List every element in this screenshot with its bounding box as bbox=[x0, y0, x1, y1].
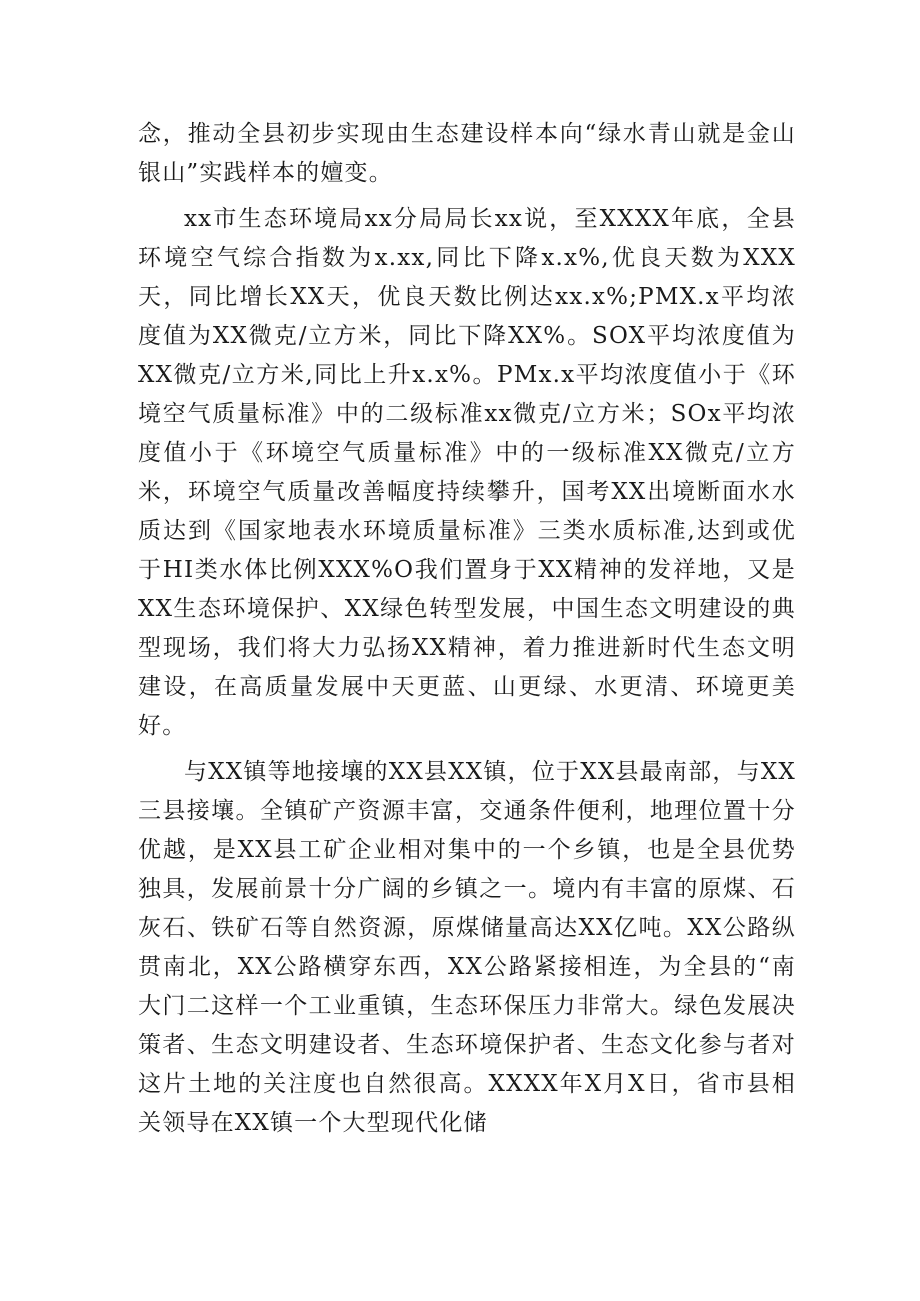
paragraph-continuation: 念，推动全县初步实现由生态建设样本向“绿水青山就是金山银山”实践样本的嬗变。 bbox=[138, 121, 796, 186]
document-body bbox=[138, 115, 796, 1150]
paragraph-environment-report: xx市生态环境局xx分局局长xx说，至XXXX年底，全县环境空气综合指数为x.xx,同比下降x.x%,优良天数为XXX天，同比增长XX天，优良天数比例达xx.x%;PMX.x平均浓度值为XX微克/立方米，同比下降XX%。SOX平均浓度值为XX微克/立方米,同比上升x.x%。PMx.x平均浓度值小于《环境空气质量标准》中的二级标准xx微克/立方米；SOx平均浓度值小于《环境空气质量标准》中的一级标准XX微克/立方米，环境空气质量改善幅度持续攀升，国考XX出境断面水水质达到《国家地表水环境质量标准》三类水质标准,达到或优于HI类水体比例XXX%O我们置身于XX精神的发祥地，又是XX生态环境保护、XX绿色转型发展，中国生态文明建设的典型现场，我们将大力弘扬XX精神，着力推进新时代生态文明建设，在高质量发展中天更蓝、山更绿、水更清、环境更美好。 bbox=[138, 206, 796, 739]
paragraph-town-description: 与XX镇等地接壤的XX县XX镇，位于XX县最南部，与XX三县接壤。全镇矿产资源丰富，交通条件便利，地理位置十分优越，是XX县工矿企业相对集中的一个乡镇，也是全县优势独具，发展前景十分广阔的乡镇之一。境内有丰富的原煤、石灰石、铁矿石等自然资源，原煤储量高达XX亿吨。XX公路纵贯南北，XX公路横穿东西，XX公路紧接相连，为全县的“南大门二这样一个工业重镇，生态环保压力非常大。绿色发展决策者、生态文明建设者、生态环境保护者、生态文化参与者对这片土地的关注度也自然很高。XXXX年X月X日，省市县相关领导在XX镇一个大型现代化储 bbox=[138, 759, 796, 1136]
